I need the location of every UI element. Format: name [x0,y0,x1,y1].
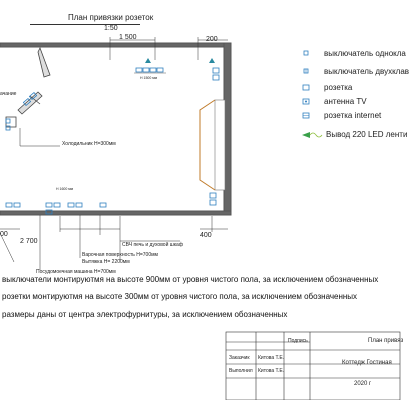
height-label-top: H 1500 мм [140,76,158,80]
microwave-label: СВЧ печь и духовой шкаф [122,242,183,248]
stamp-signature-header: Подпись [288,338,308,344]
socket-group-right-bottom [210,193,216,205]
walls [0,43,231,215]
legend-label: выключатель однокла [324,49,406,58]
dim-bottom-right: 400 [200,232,212,239]
dishwasher-label: Посудомоечная машина H=700мм [36,269,116,275]
note-3: размеры даны от центра электрофурнитуры, за исключением обозначенных [2,310,288,319]
dim-bottom-left: 2 700 [20,238,38,245]
dim-bottom-far-left: 00 [0,231,8,238]
stamp-row1-role: Заказчик [229,355,250,361]
stamp-year: 2020 г [354,381,372,387]
socket-group-top [134,58,166,73]
cooktop-label: Варочная поверхность H=700мм [82,252,158,258]
leader-lines [0,128,180,270]
left-partial-label: ачание [0,91,17,97]
stamp-project: Коттедж Гостиная [342,360,392,366]
dim-top-mid: 1 500 [119,34,137,41]
legend-label: выключатель двухклав [324,67,409,76]
top-wall [0,43,228,47]
legend-label: розетка [324,83,353,92]
socket-group-right-top [209,58,219,80]
single-switch-icon [300,49,312,59]
note-2: розетки монтируютмя на высоте 300мм от уровня чистого пола, за исключением обозначенных [2,292,358,301]
title-underline [30,24,140,25]
dimension-lines [0,37,228,260]
plan-title: План привязки розеток [68,13,154,22]
led-output-icon [300,130,322,140]
internet-socket-icon [300,111,312,121]
double-switch-icon [300,67,312,77]
socket-icon [300,83,312,93]
legend-label: розетка internet [324,111,382,120]
bottom-wall [0,211,231,215]
tv-antenna-icon [300,97,312,107]
note-1: выключатели монтируютмя на высоте 900мм от уровня чистого пола, за исключением обозначенных [2,275,379,284]
left-door-area [6,48,50,127]
height-label-left: H 1600 мм [56,187,74,191]
stamp-row1-name: Китова Т.Е. [258,355,285,361]
stamp-sheet-title: План привяз [368,338,404,344]
dim-top-right: 200 [206,36,218,43]
hood-label: Вытяжка H= 2200мм [82,259,130,265]
stamp-row2-name: Китова Т.Е. [258,368,285,374]
stamp-row2-role: Выполнил [229,368,253,374]
plan-scale: 1:50 [104,25,118,32]
legend-label: Вывод 220 LED ленти [326,130,408,139]
legend-label: антенна TV [324,97,367,106]
window-right [200,100,225,190]
fridge-label: Холодильник H=300мм [62,141,116,147]
